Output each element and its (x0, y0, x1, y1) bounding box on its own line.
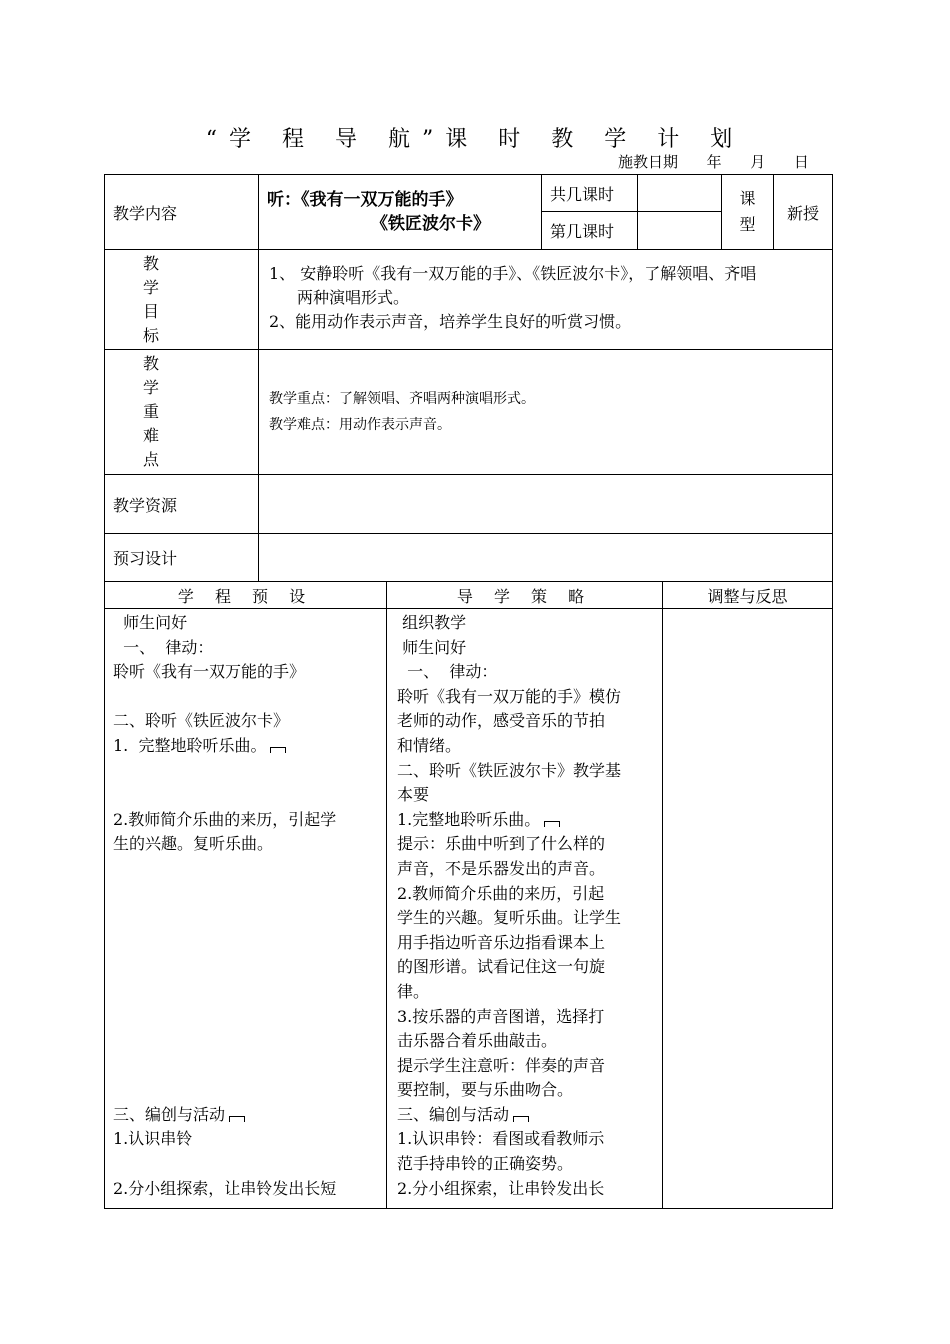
strategy-line: 一、 律动： (397, 662, 498, 682)
activity-mark-icon (229, 1116, 245, 1122)
key-point: 教学重点：了解领唱、齐唱两种演唱形式。 (269, 391, 535, 407)
strategy-line: 1.认识串铃：看图或看教师示 (397, 1129, 605, 1149)
col-header-reflection: 调整与反思 (663, 582, 833, 609)
preset-line: 师生问好 (113, 613, 188, 632)
blank-line (113, 906, 382, 931)
lesson-type-label-text: 课型 (739, 189, 756, 234)
audio-mark-icon (270, 747, 286, 753)
nth-period-label: 第几课时 (542, 212, 638, 250)
strategy-line (397, 808, 658, 833)
goals-label-char: 目 (143, 301, 160, 321)
strategy-line: 组织教学 (397, 613, 467, 632)
activity-mark-icon (513, 1116, 529, 1122)
strategy-line: 二、聆听《铁匠波尔卡》教学基 (397, 760, 622, 780)
strategy-line: 2.教师简介乐曲的来历，引起 (397, 883, 605, 903)
preview-label: 预习设计 (105, 534, 259, 582)
resources-content[interactable] (259, 475, 833, 534)
content-title (259, 175, 542, 250)
strategy-line: 2.分小组探索，让串铃发出长 (397, 1178, 605, 1198)
preset-line (113, 1103, 382, 1128)
strategy-line: 律。 (397, 981, 430, 1001)
preset-line: 2.教师简介乐曲的来历，引起学 (113, 809, 337, 829)
difficulty-point: 教学难点：用动作表示声音。 (269, 417, 451, 433)
preview-content[interactable] (259, 534, 833, 582)
goals-label-char: 学 (143, 277, 160, 297)
blank-line (113, 980, 382, 1005)
total-periods-value[interactable] (638, 175, 722, 212)
lesson-type-value: 新授 (774, 175, 833, 250)
blank-line (113, 931, 382, 956)
strategy-line: 范手持串铃的正确姿势。 (397, 1154, 574, 1174)
lesson-info-table (104, 174, 833, 582)
blank-line (113, 857, 382, 882)
strategy-line: 的图形谱。试看记住这一句旋 (397, 957, 606, 977)
keys-label-char: 学 (143, 378, 160, 397)
strategy-line: 声音，不是乐器发出的声音。 (397, 858, 606, 878)
blank-line (113, 1005, 382, 1030)
key-points-content (259, 350, 833, 475)
strategy-line: 聆听《我有一双万能的手》模仿 (397, 686, 622, 706)
content-line-2: 《铁匠波尔卡》 (371, 214, 490, 234)
preset-line-text: 三、编创与活动 (113, 1104, 226, 1124)
blank-line (113, 1029, 382, 1054)
col-header-strategy: 导 学 策 略 (387, 582, 663, 609)
strategy-line: 3.按乐器的声音图谱，选择打 (397, 1006, 605, 1026)
strategy-line: 学生的兴趣。复听乐曲。让学生 (397, 908, 622, 928)
col-header-preset: 学 程 预 设 (105, 582, 387, 609)
blank-line (113, 783, 382, 808)
nth-period-value[interactable] (638, 212, 722, 250)
strategy-line: 提示学生注意听：伴奏的声音 (397, 1055, 606, 1075)
key-points-label (105, 350, 259, 475)
preset-line-text: 1. 完整地聆听乐曲。 (113, 735, 267, 755)
goals-label-char: 教 (143, 253, 160, 273)
blank-line (113, 955, 382, 980)
reflection-column[interactable] (663, 609, 833, 1209)
strategy-line-text: 1.完整地聆听乐曲。 (397, 809, 541, 829)
goal-2: 2、能用动作表示声音，培养学生良好的听赏习惯。 (269, 312, 632, 331)
preset-line: 1.认识串铃 (113, 1129, 193, 1149)
goals-label (105, 250, 259, 350)
preset-line: 2.分小组探索，让串铃发出长短 (113, 1178, 337, 1198)
audio-mark-icon (544, 821, 560, 827)
strategy-line: 用手指边听音乐边指看课本上 (397, 932, 606, 952)
keys-label-char: 点 (143, 450, 160, 469)
strategy-line: 和情绪。 (397, 735, 462, 755)
goal-1: 1、 安静聆听《我有一双万能的手》、《铁匠波尔卡》，了解领唱、齐唱 (269, 264, 757, 283)
goals-content (259, 250, 833, 350)
content-line-1: 听：《我有一双万能的手》 (267, 190, 463, 210)
goals-label-char: 标 (143, 325, 160, 345)
preset-line: 生的兴趣。复听乐曲。 (113, 834, 274, 854)
resources-label: 教学资源 (105, 475, 259, 534)
lesson-type-label (722, 175, 774, 250)
teaching-date-line: 施教日期 年 月 日 (618, 153, 809, 171)
preset-line: 一、 律动： (113, 637, 214, 657)
lesson-plan-table (104, 581, 833, 1209)
strategy-line: 老师的动作，感受音乐的节拍 (397, 711, 606, 731)
blank-line (113, 1054, 382, 1079)
blank-line (113, 882, 382, 907)
page-title: “学 程 导 航”课 时 教 学 计 划 (205, 127, 745, 152)
strategy-line: 击乐器合着乐曲敲击。 (397, 1031, 558, 1051)
content-label: 教学内容 (105, 175, 259, 250)
strategy-line-text: 三、编创与活动 (397, 1104, 510, 1124)
strategy-line: 要控制，要与乐曲吻合。 (397, 1080, 574, 1100)
preset-line (113, 734, 382, 759)
strategy-line: 本要 (397, 785, 430, 805)
keys-label-char: 难 (143, 426, 160, 445)
strategy-column (387, 609, 663, 1209)
preset-line: 二、聆听《铁匠波尔卡》 (113, 711, 290, 731)
blank-line (113, 759, 382, 784)
keys-label-char: 重 (143, 402, 160, 421)
strategy-line: 师生问好 (397, 637, 467, 657)
blank-line (113, 1152, 382, 1177)
goal-1-cont: 两种演唱形式。 (297, 288, 410, 307)
strategy-line: 提示：乐曲中听到了什么样的 (397, 834, 606, 854)
strategy-line (397, 1103, 658, 1128)
total-periods-label: 共几课时 (542, 175, 638, 212)
preset-column (105, 609, 387, 1209)
preset-line: 聆听《我有一双万能的手》 (113, 662, 306, 682)
blank-line (113, 1078, 382, 1103)
preset-line (113, 685, 382, 710)
keys-label-char: 教 (143, 354, 160, 373)
